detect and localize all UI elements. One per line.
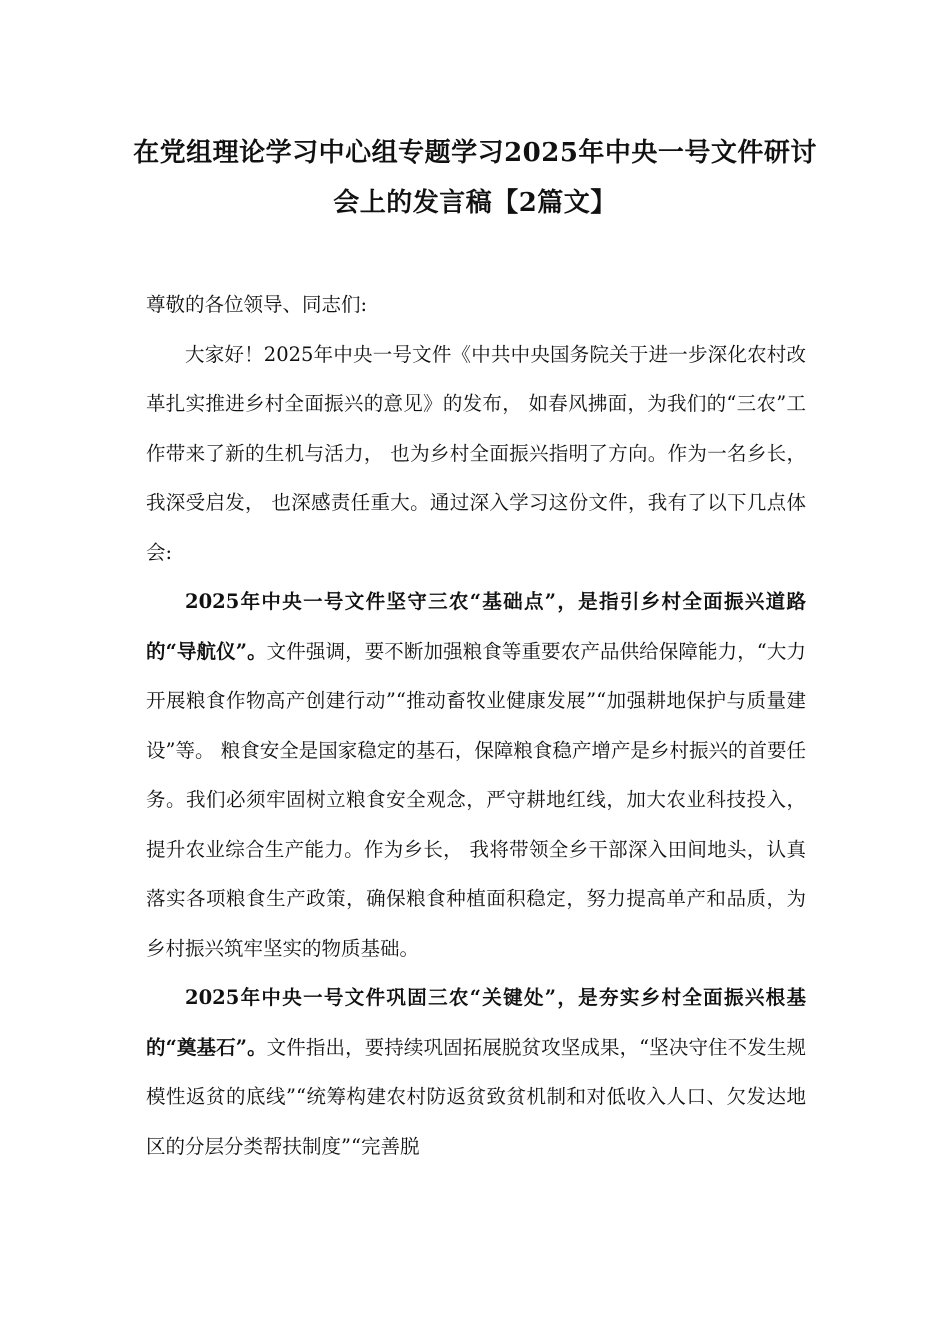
salutation: 尊敬的各位领导、同志们: bbox=[146, 293, 368, 316]
document-title: 在党组理论学习中心组专题学习2025年中央一号文件研讨会上的发言稿【2篇文】 bbox=[133, 138, 817, 218]
section-body-1: 文件强调，要不断加强粮食等重要农产品供给保障能力，“大力开展粮食作物高产创建行动”“推动畜牧业健康发展”“加强耕地保护与质量建设”等。 粮食安全是国家稳定的基石，保障粮食稳产增产是乡村振兴的首要任务。我们必须牢固树立粮食安全观念，严守耕地红线，加大农业科技投入，提升农业综合生产能力。作为乡长， 我将带领全乡干部深入田间地头，认真落实各项粮食生产政策，确保粮食种植面积稳定，努力提高单产和品质，为乡村振兴筑牢坚实的物质基础。 bbox=[146, 639, 806, 960]
section-heading-2: 2025年中央一号文件巩固三农“关键处”，是夯实乡村全面振兴根基的“奠基石”。 bbox=[146, 986, 806, 1059]
document-body bbox=[146, 280, 806, 1171]
section-body-2: 文件指出，要持续巩固拓展脱贫攻坚成果，“坚决守住不发生规模性返贫的底线”“统筹构建农村防返贫致贫机制和对低收入人口、欠发达地区的分层分类帮扶制度”“完善脱 bbox=[146, 1035, 806, 1158]
section-paragraph-1 bbox=[146, 577, 806, 973]
section-heading-1: 2025年中央一号文件坚守三农“基础点”，是指引乡村全面振兴道路的“导航仪”。 bbox=[146, 590, 806, 663]
intro-paragraph: 大家好！2025年中央一号文件《中共中央国务院关于进一步深化农村改革扎实推进乡村全面振兴的意见》的发布， 如春风拂面，为我们的“三农”工作带来了新的生机与活力， 也为乡村全面振兴指明了方向。作为一名乡长，我深受启发， 也深感责任重大。通过深入学习这份文件，我有了以下几点体会: bbox=[146, 342, 806, 564]
section-paragraph-2 bbox=[146, 973, 806, 1171]
